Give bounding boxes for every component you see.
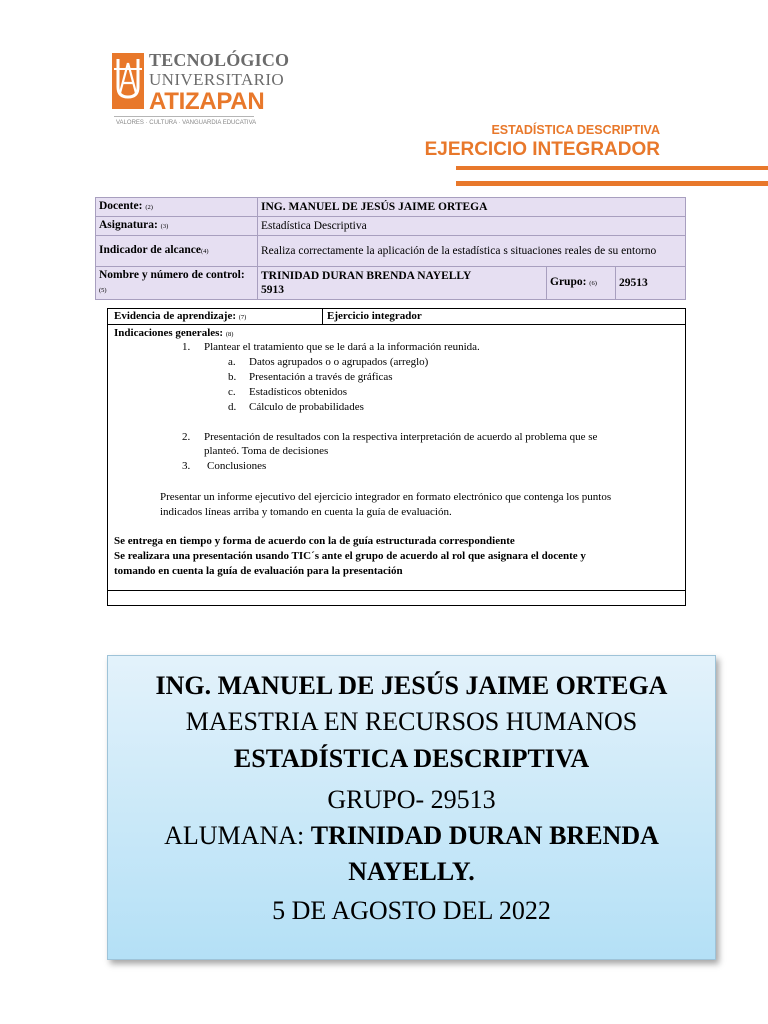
asignatura-value: Estadística Descriptiva	[258, 217, 686, 236]
grupo-label: Grupo:	[550, 276, 587, 288]
cover-subject: ESTADÍSTICA DESCRIPTIVA	[233, 744, 590, 773]
cover-group: GRUPO- 29513	[327, 785, 496, 814]
presentation-note-continuation: tomando en cuenta la guía de evaluación para la presentación	[114, 565, 403, 577]
cover-teacher-line	[108, 670, 715, 702]
evidence-table	[107, 308, 686, 606]
cover-subject-line	[108, 743, 715, 775]
asignatura-label-cell	[96, 217, 258, 236]
docente-number: (2)	[145, 204, 153, 211]
institution-logo	[112, 50, 290, 132]
asignatura-label: Asignatura:	[99, 219, 158, 231]
evidence-number: (7)	[238, 314, 247, 321]
sublist-item: Datos agrupados o o agrupados (arreglo)	[249, 356, 429, 368]
evidence-column-divider	[322, 309, 323, 324]
delivery-note: Se entrega en tiempo y forma de acuerdo con la de guía estructurada correspondiente	[114, 535, 515, 547]
header-rule-bottom	[456, 181, 768, 186]
sublist-letter: b.	[228, 371, 237, 383]
info-table	[95, 197, 686, 300]
nombre-number: (5)	[99, 287, 107, 294]
cover-student-name: TRINIDAD DURAN BRENDA	[310, 821, 659, 850]
sublist-item: Presentación a través de gráficas	[249, 371, 393, 383]
cover-program: MAESTRIA EN RECURSOS HUMANOS	[185, 707, 638, 736]
logo-divider	[114, 116, 254, 117]
indicador-value: Realiza correctamente la aplicación de la estadística s situaciones reales de su entorno	[258, 236, 686, 267]
cover-box	[107, 655, 716, 960]
grupo-number: (6)	[589, 280, 597, 287]
docente-label-cell	[96, 198, 258, 217]
student-name: TRINIDAD DURAN BRENDA NAYELLY	[261, 270, 472, 282]
table-row	[96, 217, 686, 236]
nombre-label-cell	[96, 267, 258, 300]
list-item-continuation: planteó. Toma de decisiones	[204, 445, 329, 457]
logo-emblem-icon	[112, 53, 144, 109]
docente-label: Docente:	[99, 200, 143, 212]
evidence-header-row	[108, 309, 685, 325]
report-instructions-line: indicados líneas arriba y tomando en cuenta la guía de evaluación.	[160, 506, 452, 518]
cover-teacher: ING. MANUEL DE JESÚS JAIME ORTEGA	[155, 671, 668, 700]
list-item: Plantear el tratamiento que se le dará a la información reunida.	[204, 341, 480, 353]
table-row	[96, 267, 686, 300]
logo-line-2: UNIVERSITARIO	[149, 70, 285, 89]
logo-tagline: VALORES · CULTURA · VANGUARDIA EDUCATIVA	[116, 120, 257, 126]
indications-number: (8)	[225, 331, 234, 338]
header-rule-top	[456, 166, 768, 170]
cover-date: 5 DE AGOSTO DEL 2022	[272, 896, 551, 925]
docente-value: ING. MANUEL DE JESÚS JAIME ORTEGA	[258, 198, 686, 217]
indications-label: Indicaciones generales:	[114, 327, 224, 339]
control-number: 5913	[261, 284, 284, 296]
nombre-value-cell	[258, 267, 547, 300]
asignatura-number: (3)	[160, 223, 169, 230]
report-instructions-line: Presentar un informe ejecutivo del ejercicio integrador en formato electrónico que contenga los puntos	[160, 491, 612, 503]
sublist-item: Estadísticos obtenidos	[249, 386, 348, 398]
list-item-number: 1.	[182, 341, 191, 353]
cover-student-label: ALUMANA:	[164, 821, 311, 850]
list-item: Presentación de resultados con la respectiva interpretación de acuerdo al problema que se	[204, 431, 598, 443]
table-row	[96, 198, 686, 217]
logo-line-1: TECNOLÓGICO	[149, 50, 290, 70]
list-item-number: 3.	[182, 460, 191, 472]
evidence-label: Evidencia de aprendizaje:	[114, 310, 237, 322]
grupo-label-cell	[547, 267, 616, 300]
sublist-letter: a.	[228, 356, 236, 368]
indicador-label: Indicador de alcance	[99, 244, 202, 256]
cover-student-line	[108, 820, 715, 852]
sublist-letter: d.	[228, 401, 237, 413]
presentation-note: Se realizara una presentación usando TIC´s ante el grupo de acuerdo al rol que asignara el docente y	[114, 550, 586, 562]
list-item: Conclusiones	[207, 460, 267, 472]
indicador-label-cell	[96, 236, 258, 267]
document-subtitle: ESTADÍSTICA DESCRIPTIVA	[491, 123, 660, 137]
evidence-value: Ejercicio integrador	[327, 310, 422, 322]
nombre-label: Nombre y número de control:	[99, 269, 245, 281]
sublist-item: Cálculo de probabilidades	[249, 401, 364, 413]
sublist-letter: c.	[228, 386, 236, 398]
logo-line-3: ATIZAPAN	[149, 88, 265, 115]
list-item-number: 2.	[182, 431, 191, 443]
grupo-value: 29513	[616, 267, 686, 300]
cover-student-line-2	[108, 856, 715, 888]
document-title: EJERCICIO INTEGRADOR	[424, 139, 660, 160]
cover-student-name-cont: NAYELLY.	[348, 857, 475, 886]
evidence-footer-rule	[108, 590, 685, 591]
table-row	[96, 236, 686, 267]
evidence-label-cell	[114, 310, 246, 322]
indicador-number: (4)	[201, 248, 209, 255]
